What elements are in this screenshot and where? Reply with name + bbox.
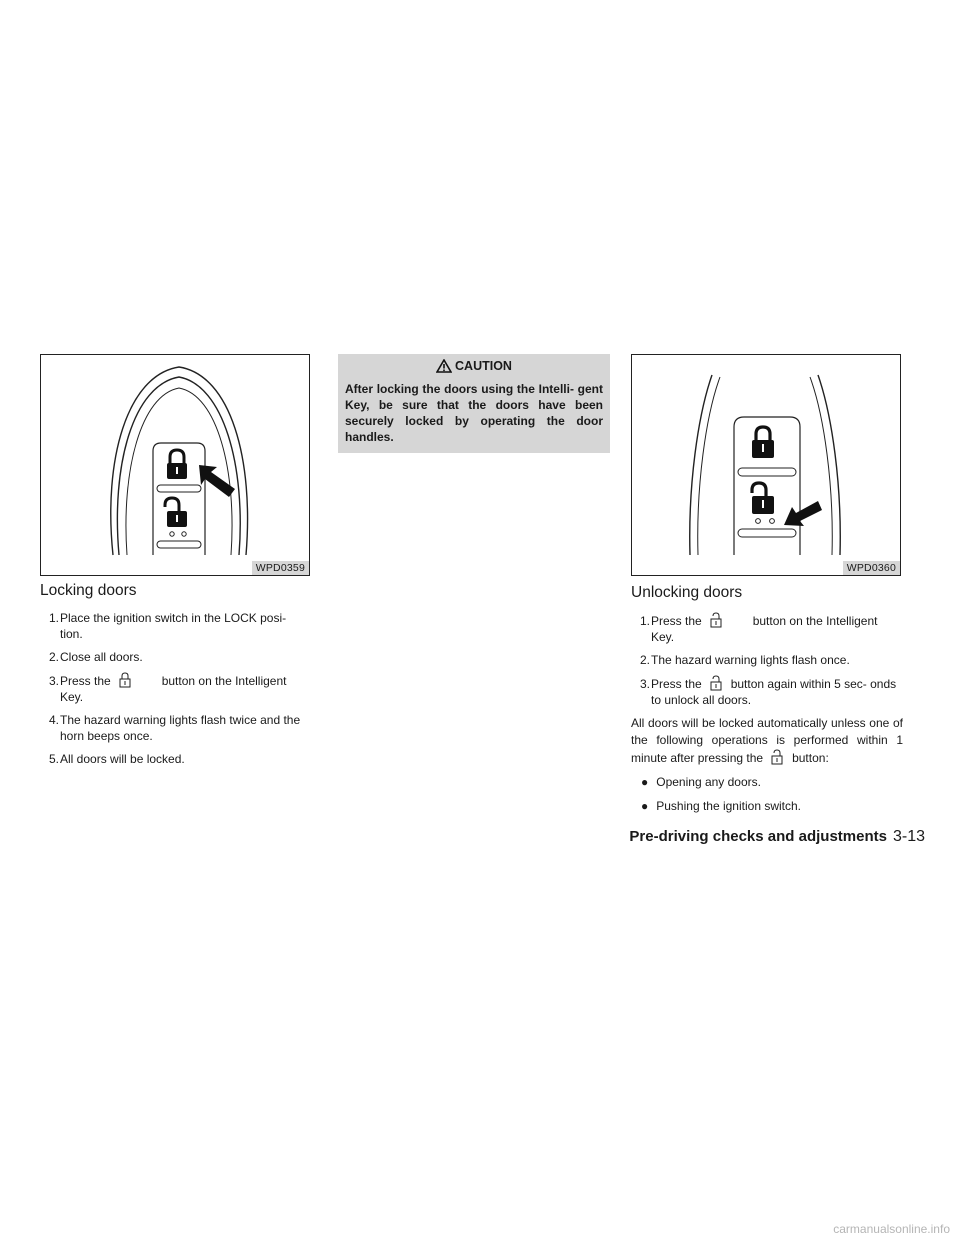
lock-icon bbox=[752, 427, 774, 458]
lock-icon bbox=[115, 672, 137, 688]
page-number: 3-13 bbox=[892, 828, 925, 845]
page-footer bbox=[580, 828, 925, 846]
arrow-icon bbox=[784, 501, 822, 526]
unlock-icon bbox=[752, 483, 774, 514]
unlock-icon bbox=[706, 612, 728, 628]
list-item: ● Pushing the ignition switch. bbox=[641, 799, 801, 813]
unlock-icon bbox=[165, 498, 187, 527]
list-item: 1.Press the button on the Intelligent Key. bbox=[640, 614, 878, 644]
left-column bbox=[40, 354, 312, 774]
right-column bbox=[631, 354, 903, 822]
bullet-icon: ● bbox=[641, 799, 649, 813]
auto-relock-paragraph: All doors will be locked automatically unless one of the following operations is performed within 1 minute after pressing the button: bbox=[631, 716, 903, 765]
key-fob-lock-illustration bbox=[41, 355, 309, 575]
key-fob-unlock-illustration bbox=[632, 355, 900, 575]
unlocking-doors-heading: Unlocking doors bbox=[631, 584, 743, 601]
list-item: ● Opening any doors. bbox=[641, 775, 761, 789]
figure-code: WPD0359 bbox=[252, 561, 309, 575]
key-fob-figure-unlock bbox=[631, 354, 901, 576]
caution-text: After locking the doors using the Intelli- gent Key, be sure that the doors have been securely locked by operating the door handles. bbox=[345, 382, 603, 444]
middle-column bbox=[338, 354, 610, 453]
list-item: 1.Place the ignition switch in the LOCK posi- tion. bbox=[49, 611, 287, 641]
list-item: 4.The hazard warning lights flash twice and the horn beeps once. bbox=[49, 713, 301, 743]
list-item: 2.Close all doors. bbox=[49, 650, 143, 664]
list-item: 3.Press the button on the Intelligent Key. bbox=[49, 674, 287, 704]
watermark: carmanualsonline.info bbox=[833, 1222, 950, 1236]
lock-icon bbox=[167, 450, 187, 479]
list-item: 2.The hazard warning lights flash once. bbox=[640, 653, 850, 667]
locking-steps-list bbox=[40, 610, 312, 767]
unlock-icon bbox=[706, 675, 728, 691]
list-item: 5.All doors will be locked. bbox=[49, 752, 185, 766]
locking-doors-heading: Locking doors bbox=[40, 582, 137, 599]
section-title: Pre-driving checks and adjustments bbox=[629, 828, 887, 845]
caution-box bbox=[338, 354, 610, 453]
caution-header bbox=[345, 359, 603, 373]
relock-conditions-list bbox=[631, 774, 903, 814]
unlocking-steps-list bbox=[631, 612, 903, 708]
bullet-icon: ● bbox=[641, 775, 649, 789]
key-fob-figure-lock bbox=[40, 354, 310, 576]
unlock-icon bbox=[767, 749, 789, 765]
list-item: 3.Press the button again within 5 sec- onds to unlock all doors. bbox=[640, 677, 897, 707]
caution-title: CAUTION bbox=[455, 359, 512, 373]
warning-triangle-icon bbox=[436, 359, 452, 373]
figure-code: WPD0360 bbox=[843, 561, 900, 575]
